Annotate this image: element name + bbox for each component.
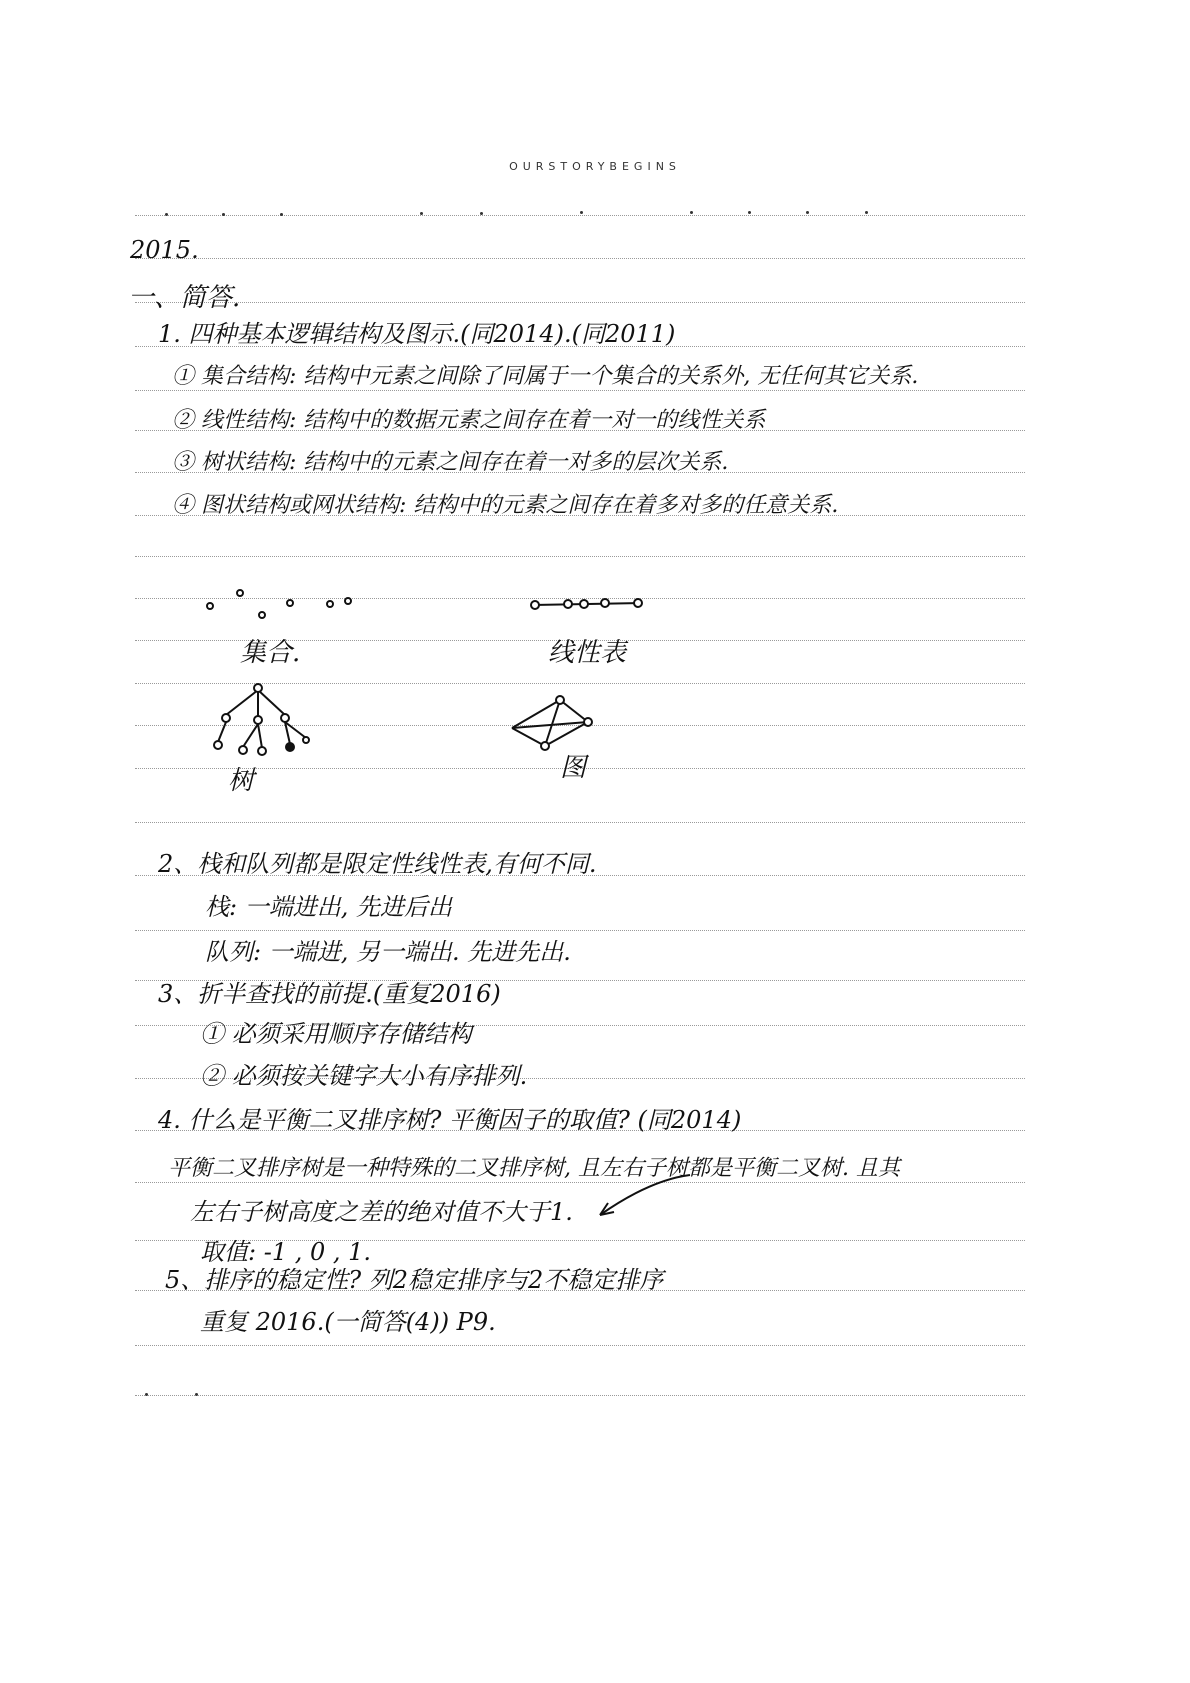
q1-item-4: ④ 图状结构或网状结构: 结构中的元素之间存在着多对多的任意关系. [172,493,839,518]
set-diagram [207,590,351,618]
q2-stack: 栈: 一端进出, 先进后出 [205,893,452,921]
arrow-annotation [600,1175,690,1215]
q4-values: 取值: -1 , 0 , 1. [200,1238,372,1266]
q2-queue: 队列: 一端进, 另一端出. 先进先出. [205,938,571,966]
set-label: 集合. [240,638,301,668]
tree-diagram [214,684,309,755]
q4-line-2: 左右子树高度之差的绝对值不大于1. [190,1198,573,1226]
q2-title: 2、栈和队列都是限定性线性表,有何不同. [158,850,597,878]
year-heading: 2015. [130,236,199,264]
q3-item-1: ① 必须采用顺序存储结构 [200,1020,472,1048]
q3-title: 3、折半查找的前提.(重复2016) [158,980,501,1008]
linear-label: 线性表 [548,638,627,668]
q4-title: 4. 什么是平衡二叉排序树? 平衡因子的取值? (同2014) [158,1106,742,1134]
q5-answer: 重复 2016.(一简答(4)) P9. [200,1308,496,1336]
q1-item-2: ② 线性结构: 结构中的数据元素之间存在着一对一的线性关系 [172,408,766,433]
q3-item-2: ② 必须按关键字大小有序排列. [200,1062,528,1090]
q1-title: 1. 四种基本逻辑结构及图示.(同2014).(同2011) [158,320,676,348]
graph-label: 图 [560,753,587,783]
brand-header: OURSTORYBEGINS [509,160,681,173]
q1-item-3: ③ 树状结构: 结构中的元素之间存在着一对多的层次关系. [172,450,729,475]
q4-line-1: 平衡二叉排序树是一种特殊的二叉排序树, 且左右子树都是平衡二叉树. 且其 [168,1156,900,1181]
q1-item-1: ① 集合结构: 结构中元素之间除了同属于一个集合的关系外, 无任何其它关系. [172,364,919,389]
linear-diagram [531,599,642,609]
section-heading: 一、简答. [128,283,241,313]
tree-label: 树 [228,766,255,796]
graph-diagram [512,696,592,750]
q5-title: 5、排序的稳定性? 列2稳定排序与2不稳定排序 [165,1266,664,1294]
